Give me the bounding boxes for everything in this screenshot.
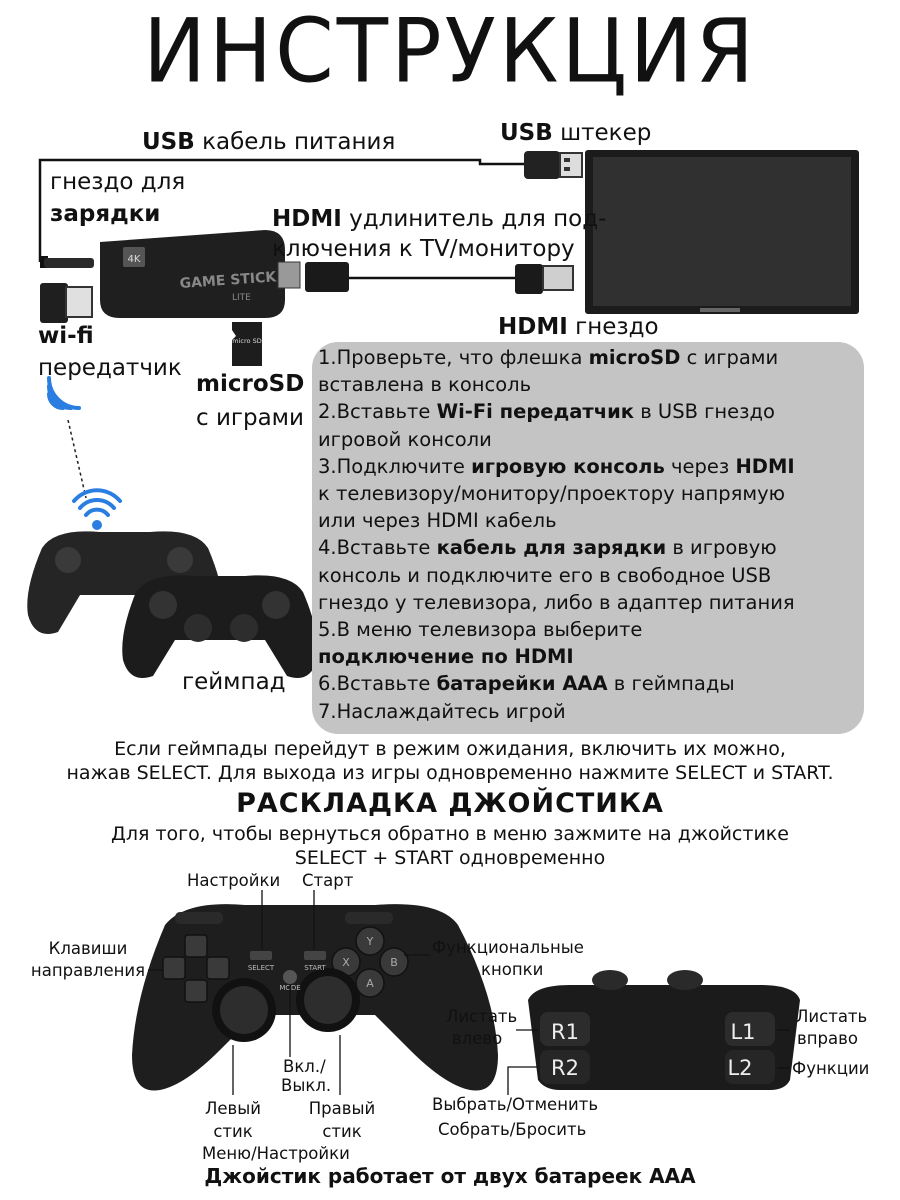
hdmi-extender-image bbox=[305, 262, 515, 292]
charge-plug-image bbox=[40, 256, 94, 268]
microsd-label-2: с играми bbox=[196, 405, 304, 431]
step-line: игровой консоли bbox=[318, 427, 492, 451]
scroll-right-label-1: Листать bbox=[796, 1007, 868, 1026]
menu-label: Меню/Настройки bbox=[202, 1144, 350, 1163]
y-button-label: Y bbox=[366, 935, 374, 948]
step-line: консоль и подключите его в свободное USB bbox=[318, 563, 772, 587]
dpad-label-1: Клавиши bbox=[48, 939, 128, 958]
r1-label: R1 bbox=[551, 1020, 579, 1044]
step-line: 3.Подключите игровую консоль через HDMI bbox=[318, 454, 795, 478]
wifi-icon-gamepad bbox=[74, 490, 120, 528]
left-stick-label-2: стик bbox=[213, 1122, 253, 1141]
collect-drop-label: Собрать/Бросить bbox=[438, 1120, 587, 1139]
game-stick-image bbox=[100, 230, 300, 318]
gamepad-label: геймпад bbox=[182, 669, 286, 695]
step-line: подключение по HDMI bbox=[318, 645, 574, 669]
scroll-left-label-1: Листать bbox=[446, 1007, 518, 1026]
charge-socket-label-2: зарядки bbox=[50, 201, 161, 227]
function-buttons-label-1: Функциональные bbox=[432, 938, 584, 957]
mode-button-label: MODE bbox=[279, 984, 301, 992]
step-line: вставлена в консоль bbox=[318, 373, 532, 397]
power-label-1: Вкл./ bbox=[283, 1057, 326, 1076]
left-stick-label-1: Левый bbox=[204, 1099, 262, 1118]
standby-note-line-2: нажав SELECT. Для выхода из игры одновременно нажмите SELECT и START. bbox=[66, 762, 834, 784]
layout-subtitle-2: SELECT + START одновременно bbox=[294, 847, 606, 869]
wireless-link-line bbox=[68, 420, 86, 498]
svg-text:GAME STICK: GAME STICK bbox=[179, 269, 277, 292]
svg-text:LITE: LITE bbox=[232, 293, 251, 303]
a-button-label: A bbox=[366, 977, 374, 990]
scroll-right-label-2: вправо bbox=[797, 1029, 858, 1048]
function-buttons-label-2: кнопки bbox=[481, 960, 544, 979]
gamepad-image-front bbox=[122, 575, 317, 678]
x-button-label: X bbox=[342, 956, 350, 969]
hdmi-extender-label-2: ключения к TV/монитору bbox=[272, 236, 575, 262]
step-line: 4.Вставьте кабель для зарядки в игровую bbox=[318, 536, 777, 560]
step-line: 7.Наслаждайтесь игрой bbox=[318, 699, 566, 723]
steps-list bbox=[318, 344, 866, 725]
select-cancel-label: Выбрать/Отменить bbox=[432, 1095, 599, 1114]
step-line: 5.В меню телевизора выберите bbox=[318, 618, 643, 642]
usb-plug-image bbox=[524, 151, 582, 179]
right-stick-label-1: Правый bbox=[308, 1099, 376, 1118]
step-line: или через HDMI кабель bbox=[318, 509, 557, 533]
charge-socket-label-1: гнездо для bbox=[50, 169, 186, 195]
b-button-label: B bbox=[390, 956, 398, 969]
tv-image bbox=[585, 150, 859, 314]
usb-plug-label: USB штекер bbox=[500, 120, 652, 146]
functions-label: Функции bbox=[792, 1059, 870, 1078]
wifi-label-1: wi-fi bbox=[38, 323, 94, 349]
step-line: 6.Вставьте батарейки ААА в геймпады bbox=[318, 672, 735, 696]
microsd-card-image bbox=[232, 322, 262, 366]
layout-title: РАСКЛАДКА ДЖОЙСТИКА bbox=[236, 788, 664, 819]
microsd-label-1: microSD bbox=[196, 371, 305, 397]
step-line: 1.Проверьте, что флешка microSD с играми bbox=[318, 346, 779, 369]
hdmi-extender-label-1: HDMI удлинитель для под- bbox=[272, 206, 607, 232]
power-label-2: Выкл. bbox=[281, 1076, 332, 1095]
l2-label: L2 bbox=[727, 1056, 753, 1080]
step-line: к телевизору/монитору/проектору напрямую bbox=[318, 482, 786, 506]
right-stick-label-2: стик bbox=[322, 1122, 362, 1141]
hdmi-plug-image bbox=[515, 264, 573, 294]
layout-subtitle-1: Для того, чтобы вернуться обратно в меню зажмите на джойстике bbox=[111, 823, 789, 845]
hdmi-socket-label: HDMI гнездо bbox=[498, 314, 659, 340]
page-title: ИНСТРУКЦИЯ bbox=[143, 0, 757, 103]
svg-text:micro SD: micro SD bbox=[232, 337, 262, 345]
step-line: гнездо у телевизора, либо в адаптер питания bbox=[318, 590, 795, 614]
l1-label: L1 bbox=[730, 1020, 756, 1044]
dpad-label-2: направления bbox=[30, 961, 146, 980]
battery-note: Джойстик работает от двух батареек ААА bbox=[204, 1164, 696, 1188]
settings-label: Настройки bbox=[187, 871, 281, 890]
start-button-label: START bbox=[304, 964, 326, 972]
standby-note-line-1: Если геймпады перейдут в режим ожидания, включить их можно, bbox=[114, 738, 786, 760]
usb-cable-label: USB кабель питания bbox=[142, 129, 396, 155]
wifi-dongle-image bbox=[40, 283, 92, 323]
scroll-left-label-2: влево bbox=[452, 1029, 503, 1048]
svg-text:4K: 4K bbox=[127, 254, 141, 265]
select-button-label: SELECT bbox=[247, 964, 275, 972]
step-line: 2.Вставьте Wi-Fi передатчик в USB гнездо bbox=[318, 400, 775, 424]
r2-label: R2 bbox=[551, 1056, 579, 1080]
wifi-label-2: передатчик bbox=[38, 355, 182, 381]
start-label: Старт bbox=[302, 871, 354, 890]
